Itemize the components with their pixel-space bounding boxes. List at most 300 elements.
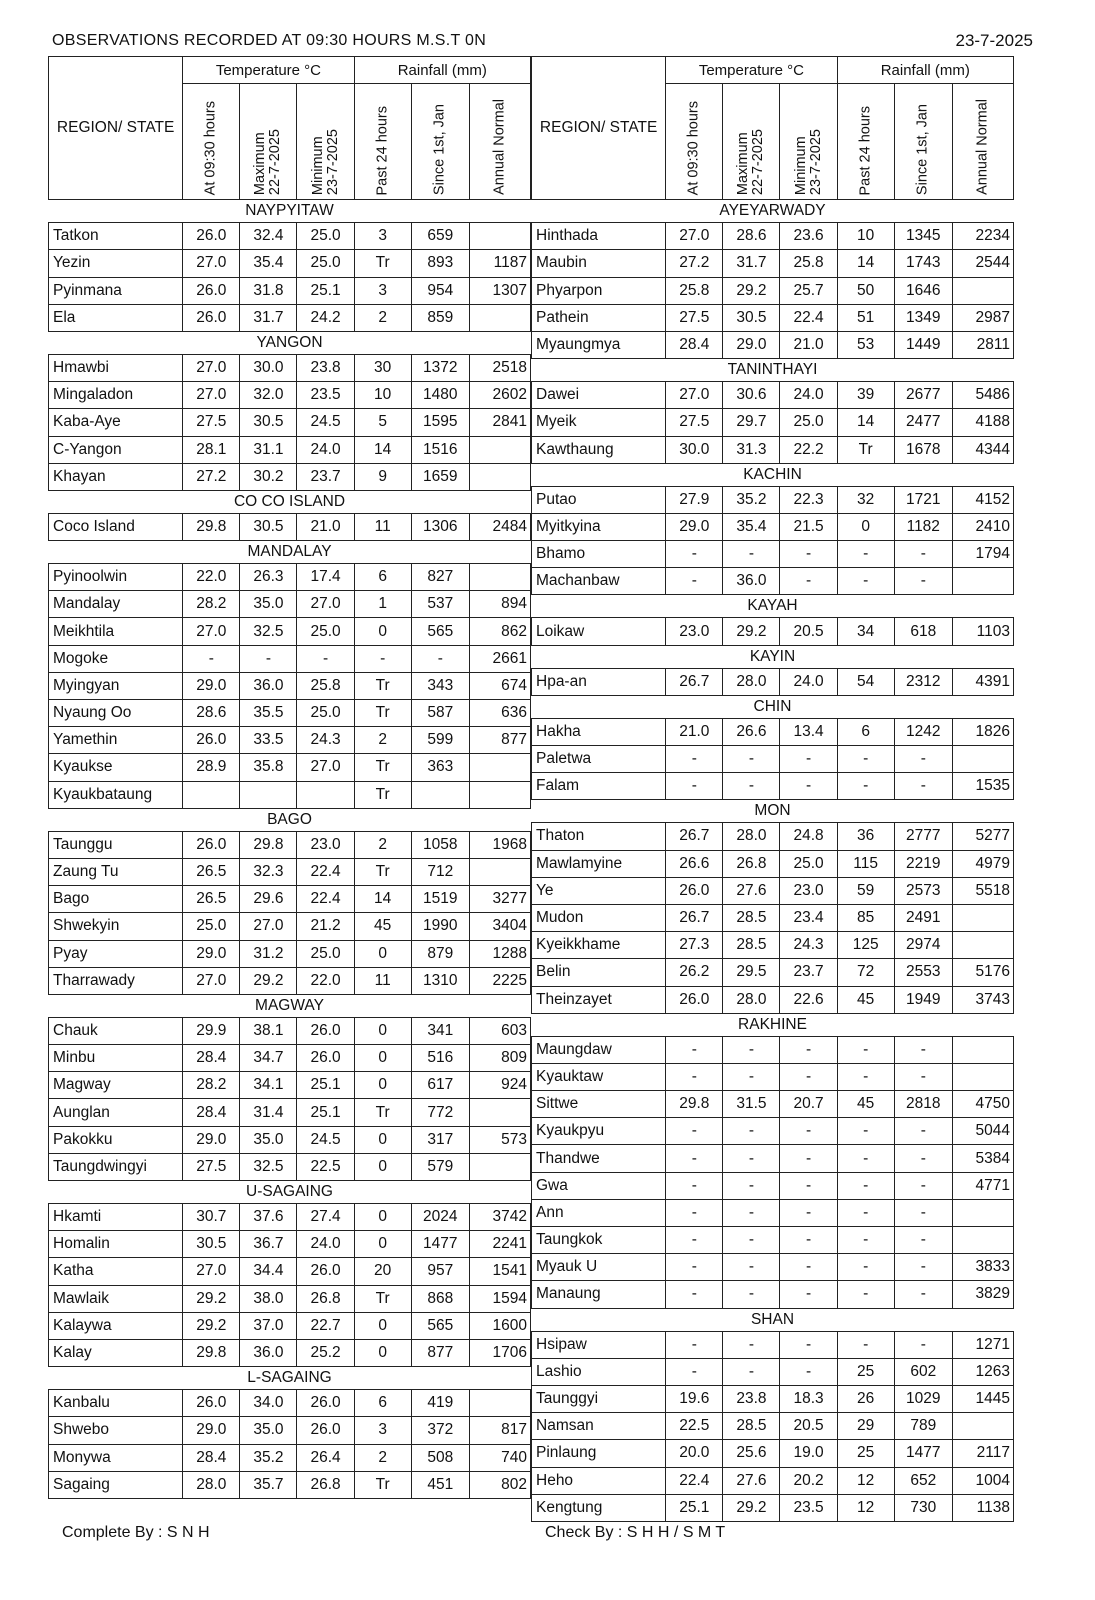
temp-0930: 28.4: [666, 331, 723, 358]
rain-since-jan: 2777: [894, 823, 952, 850]
rain-since-jan: -: [894, 1331, 952, 1358]
station-name: Myingyan: [49, 672, 183, 699]
temp-max: 34.4: [240, 1258, 297, 1285]
station-name: Homalin: [49, 1231, 183, 1258]
station-row: [532, 513, 1014, 540]
rain-since-jan: 1372: [411, 354, 469, 381]
temp-max: 35.0: [240, 1417, 297, 1444]
rain-since-jan: 599: [411, 727, 469, 754]
temp-max: 29.2: [723, 1494, 780, 1521]
temp-max: 28.0: [723, 823, 780, 850]
annual-normal: 3743: [952, 986, 1013, 1013]
temp-0930: 28.9: [183, 754, 240, 781]
temp-max: 34.7: [240, 1045, 297, 1072]
temp-min: 24.0: [297, 436, 354, 463]
annual-normal: 4152: [952, 486, 1013, 513]
annual-normal: 4391: [952, 668, 1013, 695]
station-name: Sittwe: [532, 1091, 666, 1118]
section-row: [532, 1308, 1014, 1331]
annual-normal: 4750: [952, 1091, 1013, 1118]
temp-0930: 29.9: [183, 1017, 240, 1044]
rain-since-jan: 879: [411, 940, 469, 967]
station-name: Nyaung Oo: [49, 700, 183, 727]
rain-24h: 72: [837, 959, 894, 986]
temp-max: 32.5: [240, 1153, 297, 1180]
station-name: Mogoke: [49, 645, 183, 672]
temp-0930: -: [666, 1227, 723, 1254]
section-title: MANDALAY: [49, 541, 531, 564]
annual-normal: 1004: [952, 1467, 1013, 1494]
station-row: [49, 223, 531, 250]
station-row: [532, 1145, 1014, 1172]
minimum-header: Minimum 23-7-2025: [309, 129, 341, 196]
station-row: [532, 1091, 1014, 1118]
station-row: [49, 672, 531, 699]
annual-normal: [469, 1099, 530, 1126]
station-name: Kyaukbataung: [49, 781, 183, 808]
station-row: [532, 877, 1014, 904]
temp-min: 27.0: [297, 754, 354, 781]
temp-0930: 22.4: [666, 1467, 723, 1494]
station-name: Phyarpon: [532, 277, 666, 304]
rain-24h: -: [837, 1281, 894, 1308]
section-row: [49, 200, 531, 223]
annual-normal: [469, 858, 530, 885]
station-row: [49, 436, 531, 463]
rainfall-header: Rainfall (mm): [354, 57, 530, 84]
annual-normal: 924: [469, 1072, 530, 1099]
temp-max: [240, 781, 297, 808]
station-name: Taunggu: [49, 831, 183, 858]
rain-24h: Tr: [837, 436, 894, 463]
station-name: Hakha: [532, 718, 666, 745]
annual-normal: 1535: [952, 773, 1013, 800]
since-jan-header: Since 1st, Jan: [914, 104, 931, 196]
rain-24h: 0: [354, 1126, 411, 1153]
temp-0930: 26.0: [666, 986, 723, 1013]
temperature-header: Temperature °C: [666, 57, 837, 84]
station-row: [49, 1153, 531, 1180]
annual-normal: 4188: [952, 409, 1013, 436]
rain-24h: Tr: [354, 700, 411, 727]
annual-normal: [952, 1036, 1013, 1063]
temp-max: 29.7: [723, 409, 780, 436]
temp-0930: -: [666, 1063, 723, 1090]
temp-0930: 27.0: [183, 967, 240, 994]
temp-max: 35.4: [240, 250, 297, 277]
station-row: [49, 1017, 531, 1044]
rain-since-jan: 1477: [894, 1440, 952, 1467]
section-title: U-SAGAING: [49, 1181, 531, 1204]
station-row: [532, 904, 1014, 931]
section-title: RAKHINE: [532, 1013, 1014, 1036]
annual-normal: 2811: [952, 331, 1013, 358]
temp-0930: 27.0: [183, 618, 240, 645]
rain-since-jan: 516: [411, 1045, 469, 1072]
temp-min: 22.2: [780, 436, 837, 463]
station-name: Aunglan: [49, 1099, 183, 1126]
annual-normal: 2518: [469, 354, 530, 381]
station-name: Kawthaung: [532, 436, 666, 463]
temp-0930: 29.8: [183, 1339, 240, 1366]
station-name: Hmawbi: [49, 354, 183, 381]
annual-normal: [952, 1063, 1013, 1090]
maximum-header: Maximum 22-7-2025: [252, 129, 284, 196]
annual-normal: 3742: [469, 1204, 530, 1231]
rain-24h: -: [837, 1036, 894, 1063]
temp-min: 21.0: [780, 331, 837, 358]
temp-max: 31.1: [240, 436, 297, 463]
temp-min: 25.0: [780, 850, 837, 877]
temp-max: 31.3: [723, 436, 780, 463]
station-name: Hinthada: [532, 223, 666, 250]
rain-since-jan: 343: [411, 672, 469, 699]
station-name: Lashio: [532, 1358, 666, 1385]
rain-24h: -: [837, 568, 894, 595]
temp-max: 37.6: [240, 1204, 297, 1231]
temp-min: 25.0: [297, 250, 354, 277]
temp-min: 25.0: [297, 940, 354, 967]
station-row: [49, 564, 531, 591]
rain-24h: 14: [354, 886, 411, 913]
rain-24h: -: [837, 1254, 894, 1281]
temp-0930: -: [666, 1118, 723, 1145]
rain-24h: 3: [354, 1417, 411, 1444]
temp-0930: 25.8: [666, 277, 723, 304]
temp-max: 35.2: [723, 486, 780, 513]
rain-24h: 0: [354, 1312, 411, 1339]
rain-since-jan: 957: [411, 1258, 469, 1285]
rain-since-jan: 2553: [894, 959, 952, 986]
temp-max: -: [723, 1358, 780, 1385]
station-name: Kyauktaw: [532, 1063, 666, 1090]
temp-min: -: [780, 1199, 837, 1226]
temp-min: 20.2: [780, 1467, 837, 1494]
station-name: Maungdaw: [532, 1036, 666, 1063]
station-name: Thandwe: [532, 1145, 666, 1172]
temp-max: 25.6: [723, 1440, 780, 1467]
rain-24h: 10: [354, 382, 411, 409]
temp-min: 27.4: [297, 1204, 354, 1231]
rain-since-jan: 1519: [411, 886, 469, 913]
temp-min: -: [780, 1063, 837, 1090]
rain-since-jan: 827: [411, 564, 469, 591]
temp-0930: 26.5: [183, 886, 240, 913]
rain-24h: 2: [354, 831, 411, 858]
temp-0930: 29.0: [183, 672, 240, 699]
station-row: [49, 354, 531, 381]
rain-since-jan: 730: [894, 1494, 952, 1521]
temp-0930: 30.7: [183, 1204, 240, 1231]
section-row: [49, 1181, 531, 1204]
annual-normal: [952, 568, 1013, 595]
rain-24h: -: [837, 1331, 894, 1358]
rain-24h: 6: [837, 718, 894, 745]
temp-min: 23.4: [780, 904, 837, 931]
annual-normal: 1594: [469, 1285, 530, 1312]
temp-max: 36.0: [240, 672, 297, 699]
station-row: [49, 1390, 531, 1417]
temp-max: 26.6: [723, 718, 780, 745]
station-name: Namsan: [532, 1413, 666, 1440]
rain-24h: 0: [354, 618, 411, 645]
annual-normal: 3277: [469, 886, 530, 913]
station-name: Kaba-Aye: [49, 409, 183, 436]
temp-min: 22.0: [297, 967, 354, 994]
station-row: [532, 304, 1014, 331]
annual-normal: 1826: [952, 718, 1013, 745]
temp-max: 35.4: [723, 513, 780, 540]
temp-max: 32.5: [240, 618, 297, 645]
temp-min: 21.2: [297, 913, 354, 940]
temp-max: -: [723, 1036, 780, 1063]
past-24-hours-header: Past 24 hours: [857, 105, 874, 196]
annual-normal: 877: [469, 727, 530, 754]
temp-min: -: [780, 1254, 837, 1281]
temp-max: -: [723, 1331, 780, 1358]
temp-0930: 29.8: [666, 1091, 723, 1118]
temp-max: -: [723, 1254, 780, 1281]
temp-max: 29.5: [723, 959, 780, 986]
temp-min: 26.0: [297, 1390, 354, 1417]
temp-max: -: [723, 541, 780, 568]
rain-since-jan: 1349: [894, 304, 952, 331]
station-row: [532, 1281, 1014, 1308]
temp-0930: 26.0: [183, 727, 240, 754]
temp-max: 32.3: [240, 858, 297, 885]
temp-min: 24.3: [780, 932, 837, 959]
annual-normal: 1968: [469, 831, 530, 858]
section-title: CHIN: [532, 695, 1014, 718]
section-title: L-SAGAING: [49, 1367, 531, 1390]
rain-since-jan: -: [894, 541, 952, 568]
rain-since-jan: 508: [411, 1444, 469, 1471]
station-name: Kalay: [49, 1339, 183, 1366]
annual-normal: 1288: [469, 940, 530, 967]
minimum-header: Minimum 23-7-2025: [792, 129, 824, 196]
region-column-header: REGION/ STATE: [532, 57, 666, 200]
temp-min: 25.8: [780, 250, 837, 277]
temp-min: -: [780, 1172, 837, 1199]
station-row: [49, 727, 531, 754]
temp-min: 26.0: [297, 1258, 354, 1285]
rain-since-jan: 2024: [411, 1204, 469, 1231]
station-name: Yezin: [49, 250, 183, 277]
temp-min: 23.7: [780, 959, 837, 986]
station-row: [532, 1440, 1014, 1467]
station-name: Pinlaung: [532, 1440, 666, 1467]
temp-0930: 26.0: [183, 831, 240, 858]
temp-max: 31.2: [240, 940, 297, 967]
temp-min: 23.6: [780, 223, 837, 250]
station-name: Kengtung: [532, 1494, 666, 1521]
station-name: Gwa: [532, 1172, 666, 1199]
temp-0930: -: [666, 568, 723, 595]
temp-max: 35.0: [240, 591, 297, 618]
temp-max: 23.8: [723, 1385, 780, 1412]
temp-0930: 19.6: [666, 1385, 723, 1412]
temp-max: 31.7: [240, 304, 297, 331]
station-name: Theinzayet: [532, 986, 666, 1013]
rain-24h: 0: [354, 1153, 411, 1180]
station-name: Shwekyin: [49, 913, 183, 940]
rain-24h: 54: [837, 668, 894, 695]
temp-0930: 23.0: [666, 618, 723, 645]
station-name: Paletwa: [532, 746, 666, 773]
rain-24h: 25: [837, 1358, 894, 1385]
section-title: TANINTHAYI: [532, 359, 1014, 382]
temp-max: 28.0: [723, 986, 780, 1013]
temp-0930: 27.2: [666, 250, 723, 277]
temp-0930: 27.9: [666, 486, 723, 513]
temp-0930: 25.0: [183, 913, 240, 940]
section-row: [532, 463, 1014, 486]
temp-min: 23.0: [780, 877, 837, 904]
annual-normal: 802: [469, 1471, 530, 1498]
temp-max: 29.2: [723, 277, 780, 304]
annual-normal: 3833: [952, 1254, 1013, 1281]
temp-0930: -: [666, 541, 723, 568]
rain-24h: 50: [837, 277, 894, 304]
temp-min: 24.5: [297, 409, 354, 436]
station-row: [49, 618, 531, 645]
temp-0930: 28.0: [183, 1471, 240, 1498]
temp-0930: 26.0: [666, 877, 723, 904]
station-row: [532, 1467, 1014, 1494]
temp-max: 30.5: [240, 513, 297, 540]
temp-min: -: [780, 541, 837, 568]
station-name: Pathein: [532, 304, 666, 331]
rain-24h: 10: [837, 223, 894, 250]
temp-min: 25.0: [297, 700, 354, 727]
rain-since-jan: -: [894, 1063, 952, 1090]
annual-normal: 5044: [952, 1118, 1013, 1145]
rain-24h: -: [837, 1145, 894, 1172]
temperature-header: Temperature °C: [183, 57, 354, 84]
temp-0930: 27.0: [666, 223, 723, 250]
temp-max: -: [723, 746, 780, 773]
temp-max: 29.2: [723, 618, 780, 645]
annual-normal: [469, 754, 530, 781]
temp-0930: 27.5: [183, 1153, 240, 1180]
temp-max: 30.2: [240, 463, 297, 490]
temp-min: 24.0: [780, 668, 837, 695]
station-name: Yamethin: [49, 727, 183, 754]
rain-24h: 0: [837, 513, 894, 540]
station-row: [49, 700, 531, 727]
rain-since-jan: 859: [411, 304, 469, 331]
station-name: Meikhtila: [49, 618, 183, 645]
station-row: [532, 568, 1014, 595]
station-name: Myauk U: [532, 1254, 666, 1281]
rain-since-jan: -: [894, 1145, 952, 1172]
temp-max: 28.0: [723, 668, 780, 695]
temp-0930: -: [666, 1036, 723, 1063]
report-title: OBSERVATIONS RECORDED AT 09:30 HOURS M.S.T 0N: [52, 32, 487, 49]
temp-min: 25.0: [297, 223, 354, 250]
temp-min: -: [780, 568, 837, 595]
temp-0930: 27.5: [666, 304, 723, 331]
station-name: Tharrawady: [49, 967, 183, 994]
temp-max: -: [723, 1063, 780, 1090]
station-row: [49, 591, 531, 618]
rain-since-jan: -: [894, 1036, 952, 1063]
rain-since-jan: 1310: [411, 967, 469, 994]
annual-normal: 5486: [952, 382, 1013, 409]
temp-max: 31.7: [723, 250, 780, 277]
temp-max: 38.0: [240, 1285, 297, 1312]
rain-since-jan: 1182: [894, 513, 952, 540]
annual-normal: [952, 746, 1013, 773]
station-name: Pyay: [49, 940, 183, 967]
annual-normal: 740: [469, 1444, 530, 1471]
annual-normal: 1600: [469, 1312, 530, 1339]
temp-max: 31.8: [240, 277, 297, 304]
temp-min: 24.0: [297, 1231, 354, 1258]
annual-normal: 1445: [952, 1385, 1013, 1412]
annual-normal: 1263: [952, 1358, 1013, 1385]
temp-min: 25.0: [297, 618, 354, 645]
temp-min: 20.5: [780, 1413, 837, 1440]
temp-max: 36.0: [240, 1339, 297, 1366]
temp-0930: 30.0: [666, 436, 723, 463]
temp-0930: -: [183, 645, 240, 672]
station-name: Loikaw: [532, 618, 666, 645]
annual-normal: [952, 932, 1013, 959]
temp-0930: 27.0: [183, 382, 240, 409]
temp-max: 29.6: [240, 886, 297, 913]
temp-max: 27.6: [723, 1467, 780, 1494]
check-by: Check By : S H H / S M T: [545, 1524, 726, 1541]
temp-max: 32.0: [240, 382, 297, 409]
rain-since-jan: 618: [894, 618, 952, 645]
temp-min: -: [780, 1281, 837, 1308]
rain-24h: -: [837, 746, 894, 773]
temp-min: -: [780, 746, 837, 773]
station-row: [532, 959, 1014, 986]
left-observation-table: [48, 56, 531, 1499]
rain-since-jan: 565: [411, 618, 469, 645]
station-row: [532, 618, 1014, 645]
rain-since-jan: -: [411, 645, 469, 672]
rain-24h: 51: [837, 304, 894, 331]
station-row: [49, 1417, 531, 1444]
rain-since-jan: 1449: [894, 331, 952, 358]
temp-max: 28.5: [723, 904, 780, 931]
temp-0930: -: [666, 1145, 723, 1172]
station-name: Taunggyi: [532, 1385, 666, 1412]
temp-0930: 22.0: [183, 564, 240, 591]
annual-normal: 1794: [952, 541, 1013, 568]
station-name: Pyinoolwin: [49, 564, 183, 591]
temp-min: 24.2: [297, 304, 354, 331]
station-row: [49, 1444, 531, 1471]
station-row: [49, 1285, 531, 1312]
station-name: Myaungmya: [532, 331, 666, 358]
rain-since-jan: 372: [411, 1417, 469, 1444]
temp-0930: 29.2: [183, 1312, 240, 1339]
rain-since-jan: 877: [411, 1339, 469, 1366]
rain-24h: 26: [837, 1385, 894, 1412]
region-column-header: REGION/ STATE: [49, 57, 183, 200]
station-name: Maubin: [532, 250, 666, 277]
rain-since-jan: 2677: [894, 382, 952, 409]
section-row: [532, 645, 1014, 668]
rain-24h: 6: [354, 1390, 411, 1417]
temp-0930: 26.0: [183, 277, 240, 304]
rain-24h: -: [837, 773, 894, 800]
rain-24h: 85: [837, 904, 894, 931]
